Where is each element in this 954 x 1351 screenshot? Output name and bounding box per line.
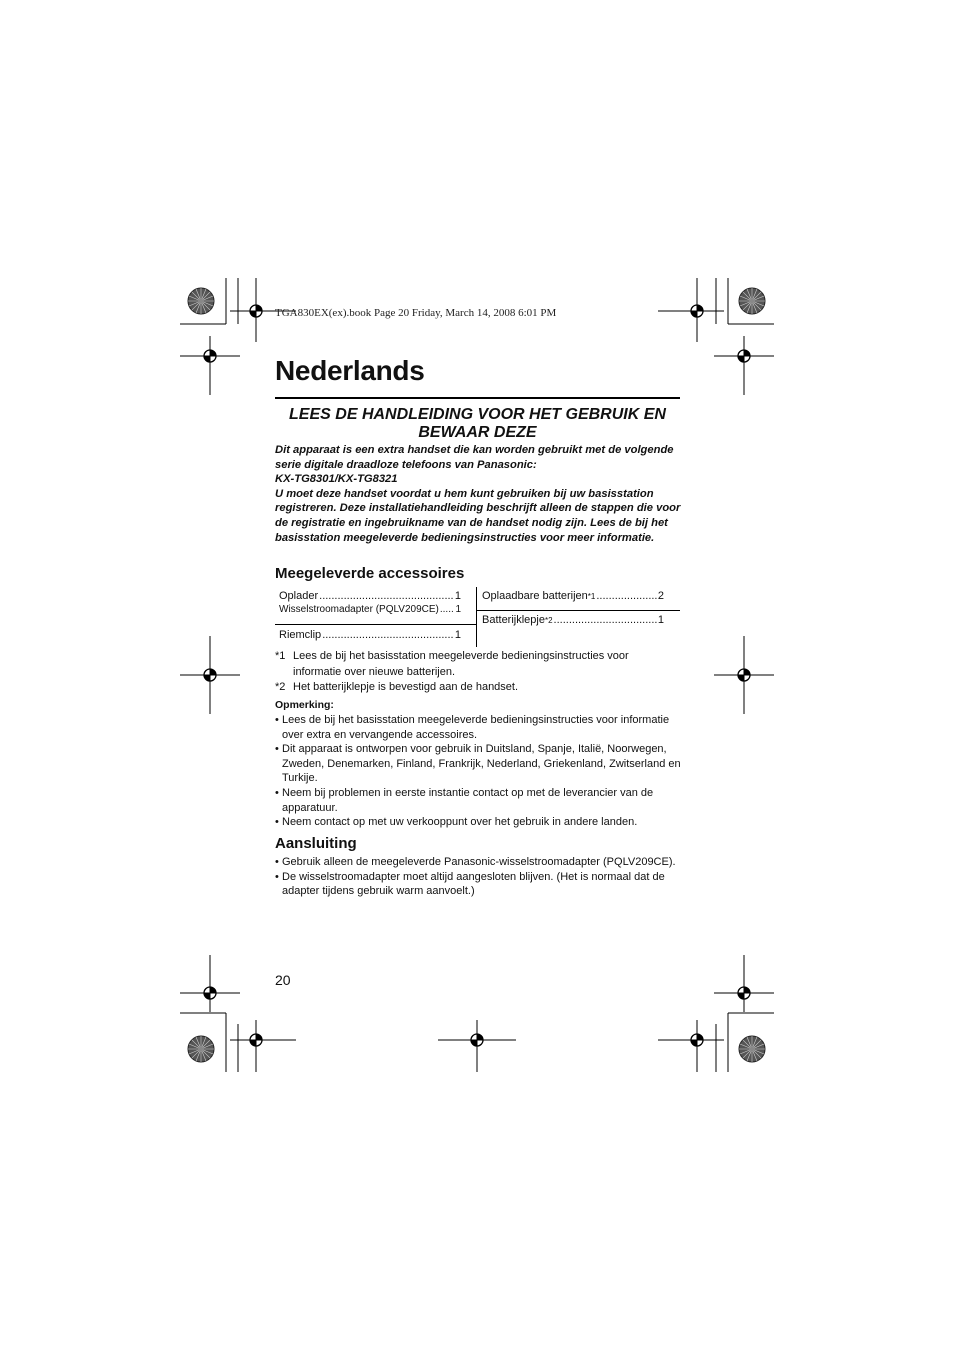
accessory-item: [279, 629, 461, 641]
table-divider: [476, 610, 680, 611]
accessory-qty: 1: [454, 629, 461, 641]
list-item: • De wisselstroomadapter moet altijd aangesloten blijven. (Het is normaal dat de adapter tijdens gebruik warm aanvoelt.): [275, 870, 682, 899]
intro-paragraph: Dit apparaat is een extra handset die kan worden gebruikt met de volgende serie digitale draadloze telefoons van Panasonic:: [275, 444, 674, 471]
accessory-qty: 1: [455, 604, 461, 615]
accessory-item: [279, 590, 461, 602]
list-item: • Dit apparaat is ontworpen voor gebruik in Duitsland, Spanje, Italië, Noorwegen, Zweden, Denemarken, Finland, Frankrijk, Nederland, Griekenland, Zwitserland en Turkije.: [275, 742, 682, 786]
footnote: [275, 680, 680, 696]
list-item: • Gebruik alleen de meegeleverde Panasonic-wisselstroomadapter (PQLV209CE).: [275, 855, 682, 870]
footnote: [275, 649, 680, 680]
accessory-item: [482, 590, 664, 602]
accessory-qty: 1: [454, 590, 461, 602]
accessories-table: [275, 587, 680, 647]
footnote-mark: *1: [275, 650, 286, 662]
footnote-mark: *2: [275, 681, 286, 693]
page-title: Nederlands: [275, 355, 425, 386]
table-divider: [476, 587, 477, 647]
title-divider: [275, 397, 680, 399]
list-item: • Neem contact op met uw verkooppunt over het gebruik in andere landen.: [275, 815, 682, 830]
note-label: Opmerking:: [275, 699, 334, 711]
connection-heading: Aansluiting: [275, 835, 357, 852]
footnote-ref: *2: [544, 616, 553, 625]
accessory-name: Batterijklepje: [482, 614, 545, 626]
section-subtitle: LEES DE HANDLEIDING VOOR HET GEBRUIK EN BEWAAR DEZE: [289, 406, 666, 441]
list-item: • Lees de bij het basisstation meegeleverde bedieningsinstructies voor informatie over extra en vervangende accessoires.: [275, 713, 682, 742]
accessories-heading: Meegeleverde accessoires: [275, 565, 465, 582]
accessory-qty: 2: [657, 590, 664, 602]
page-number: 20: [275, 972, 291, 988]
footnote-text: Lees de bij het basisstation meegeleverde bedieningsinstructies voor informatie over nieuwe batterijen.: [293, 650, 629, 678]
accessory-item: [279, 604, 461, 615]
intro-text: [275, 443, 683, 545]
footnotes: [275, 649, 680, 696]
connection-list: [275, 855, 682, 899]
accessory-name: Oplaadbare batterijen: [482, 590, 588, 602]
accessory-qty: 1: [657, 614, 664, 626]
table-divider: [275, 624, 476, 625]
accessory-name: Wisselstroomadapter (PQLV209CE): [279, 604, 439, 615]
footnote-ref: *1: [587, 592, 596, 601]
print-header: TGA830EX(ex).book Page 20 Friday, March 14, 2008 6:01 PM: [275, 307, 557, 319]
intro-model-numbers: KX-TG8301/KX-TG8321: [275, 473, 398, 486]
footnote-text: Het batterijklepje is bevestigd aan de handset.: [293, 681, 519, 693]
intro-paragraph: U moet deze handset voordat u hem kunt gebruiken bij uw basisstation registreren. Deze installatiehandleiding beschrijft alleen de stappen die voor de registratie en ingebruikname van de handset nodig zijn. Lees de bij het basisstation meegeleverde bedieningsinstructies voor meer informatie.: [275, 487, 681, 544]
accessory-name: Oplader: [279, 590, 319, 602]
note-list: [275, 713, 682, 830]
accessory-name: Riemclip: [279, 629, 322, 641]
accessory-item: [482, 614, 664, 626]
list-item: • Neem bij problemen in eerste instantie contact op met de leverancier van de apparatuur.: [275, 786, 682, 815]
